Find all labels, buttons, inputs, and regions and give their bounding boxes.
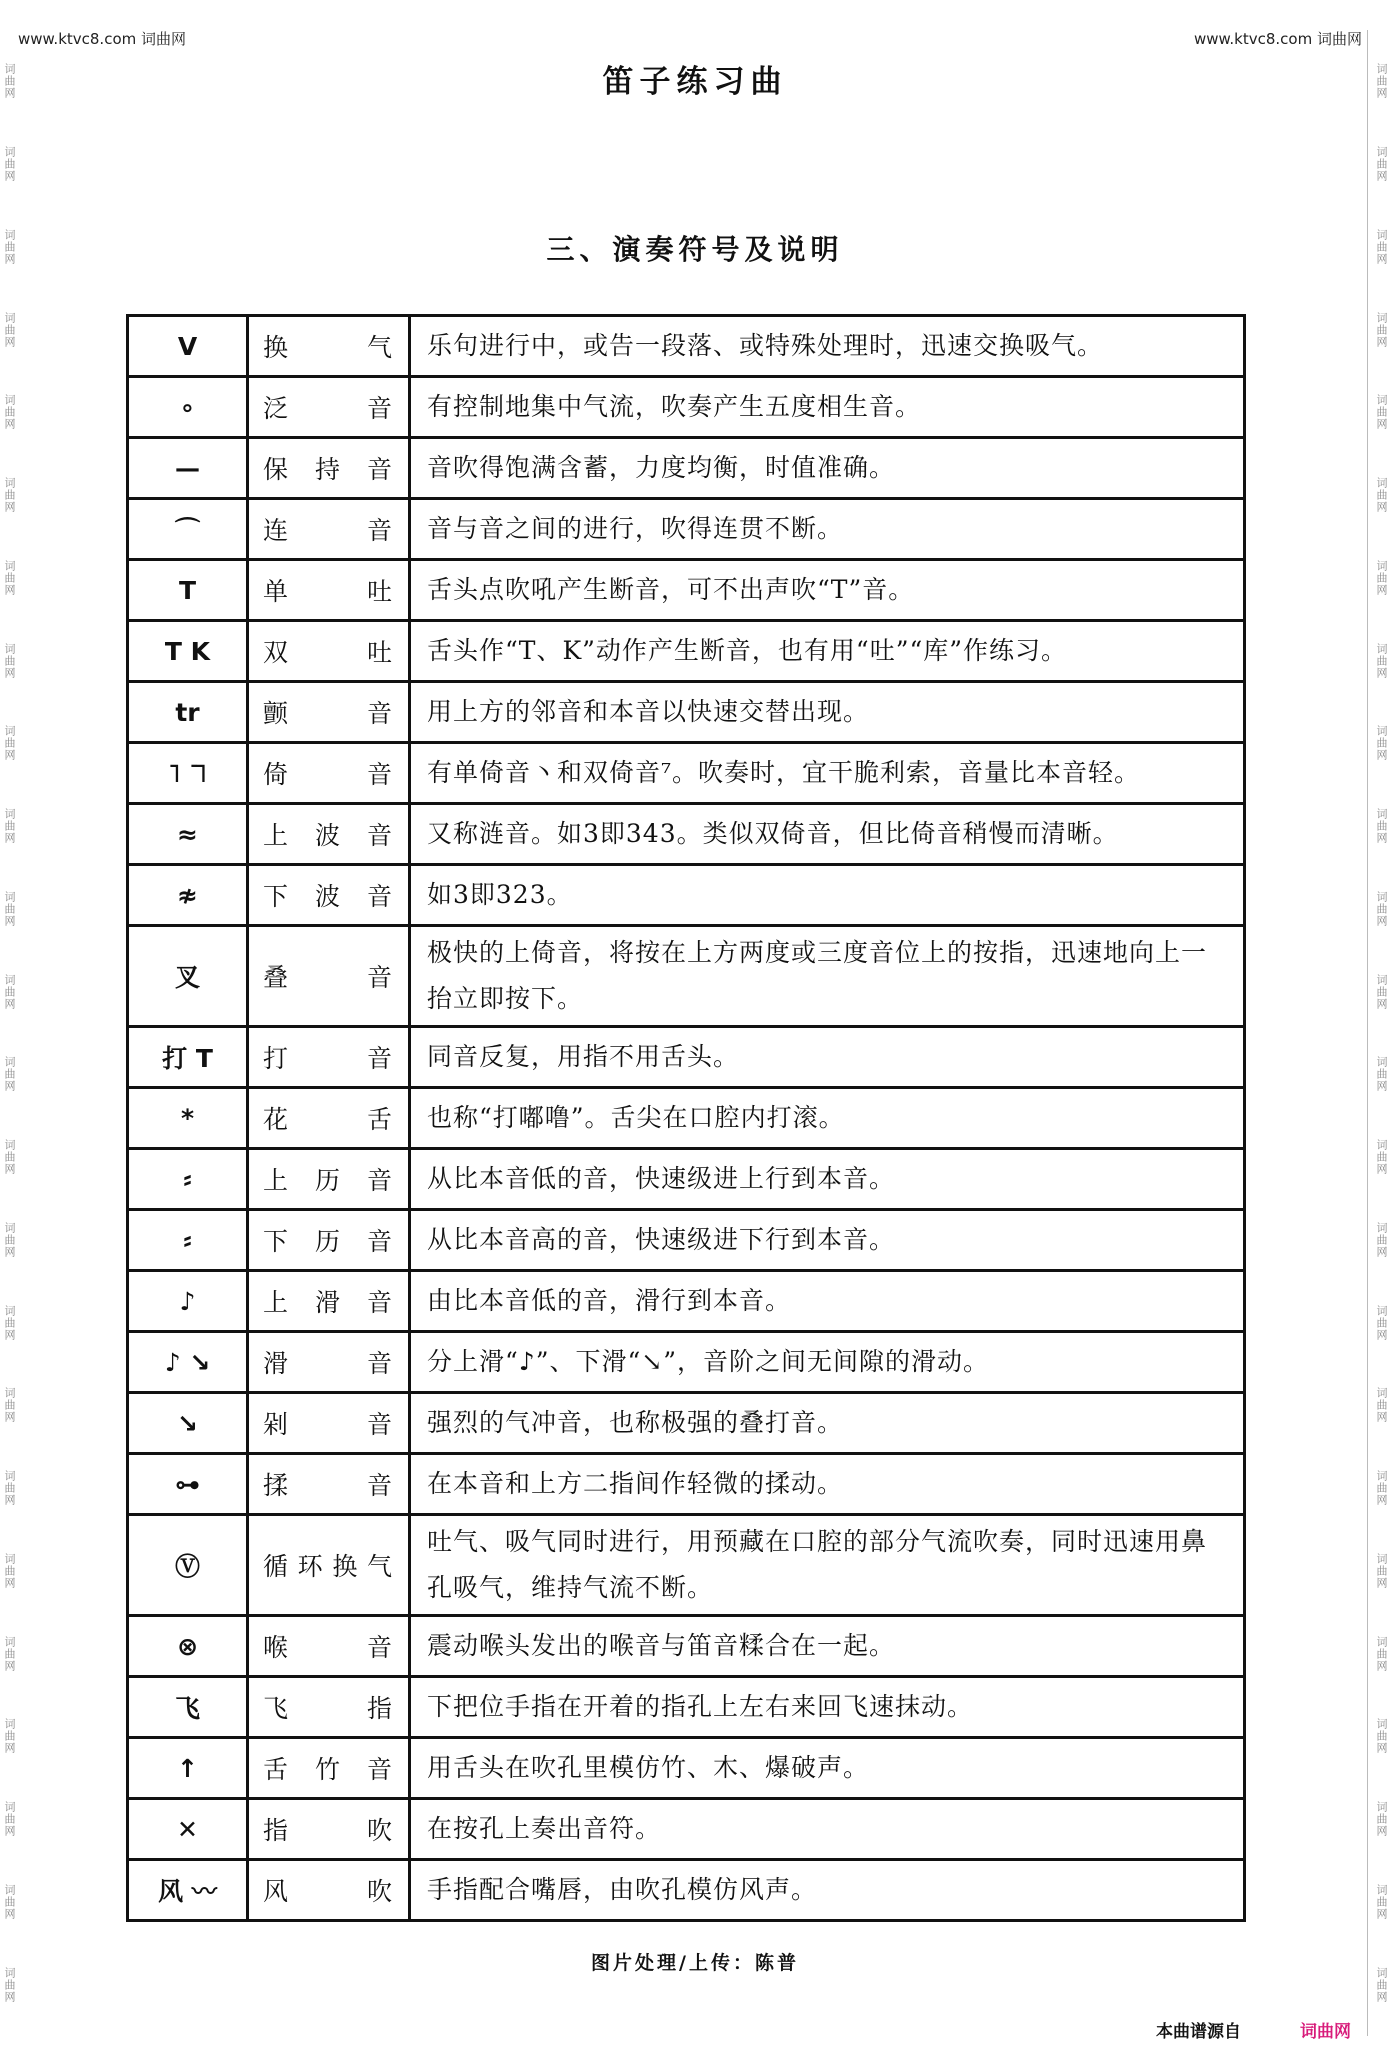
description-cell: 强烈的气冲音，也称极强的叠打音。 xyxy=(410,1393,1245,1454)
watermark-text: 词曲网 xyxy=(1375,1966,1389,2003)
description-cell: 乐句进行中，或告一段落、或特殊处理时，迅速交换吸气。 xyxy=(410,316,1245,377)
symbol-cell: 风 〰 xyxy=(128,1860,248,1921)
watermark-text: 词曲网 xyxy=(1375,1056,1389,1093)
watermark-text: 词曲网 xyxy=(1375,1801,1389,1838)
description-cell: 用上方的邻音和本音以快速交替出现。 xyxy=(410,682,1245,743)
table-row xyxy=(128,1738,1245,1799)
table-row xyxy=(128,1393,1245,1454)
header-url-left: www.ktvc8.com 词曲网 xyxy=(18,30,187,48)
technique-name: 舌 竹 音 xyxy=(263,1755,394,1784)
watermark-strip-right xyxy=(1372,40,1390,2026)
watermark-text: 词曲网 xyxy=(3,1883,17,1920)
description-cell: 音与音之间的进行，吹得连贯不断。 xyxy=(410,499,1245,560)
name-cell xyxy=(248,1149,410,1210)
watermark-strip-left xyxy=(0,40,18,2026)
description-cell: 舌头点吹吼产生断音，可不出声吹“T”音。 xyxy=(410,560,1245,621)
technique-name: 滑 音 xyxy=(263,1349,394,1378)
watermark-text: 词曲网 xyxy=(3,890,17,927)
watermark-text: 词曲网 xyxy=(1375,1552,1389,1589)
name-cell xyxy=(248,499,410,560)
watermark-text: 词曲网 xyxy=(3,725,17,762)
watermark-text: 词曲网 xyxy=(3,1552,17,1589)
watermark-text: 词曲网 xyxy=(1375,1635,1389,1672)
symbol-cell: ♪ ↘ xyxy=(128,1332,248,1393)
watermark-text: 词曲网 xyxy=(1375,1304,1389,1341)
page-title: 笛子练习曲 xyxy=(602,64,788,100)
technique-name: 揉 音 xyxy=(263,1471,394,1500)
watermark-text: 词曲网 xyxy=(1375,477,1389,514)
technique-name: 保 持 音 xyxy=(263,455,394,484)
name-cell xyxy=(248,1027,410,1088)
watermark-text: 词曲网 xyxy=(3,642,17,679)
table-row xyxy=(128,1210,1245,1271)
name-cell xyxy=(248,1332,410,1393)
watermark-text: 词曲网 xyxy=(3,1470,17,1507)
symbol-cell: * xyxy=(128,1088,248,1149)
description-cell: 有控制地集中气流，吹奏产生五度相生音。 xyxy=(410,377,1245,438)
header-url-right: www.ktvc8.com 词曲网 xyxy=(1193,30,1362,48)
watermark-text: 词曲网 xyxy=(1375,394,1389,431)
watermark-text: 词曲网 xyxy=(3,228,17,265)
name-cell xyxy=(248,1799,410,1860)
table-row xyxy=(128,682,1245,743)
description-cell: 吐气、吸气同时进行，用预藏在口腔的部分气流吹奏，同时迅速用鼻孔吸气，维持气流不断。 xyxy=(410,1515,1245,1616)
technique-name: 打 音 xyxy=(263,1044,394,1073)
technique-name: 倚 音 xyxy=(263,760,394,789)
table-row xyxy=(128,804,1245,865)
watermark-text: 词曲网 xyxy=(3,146,17,183)
watermark-text: 词曲网 xyxy=(3,1221,17,1258)
symbol-cell: ✕ xyxy=(128,1799,248,1860)
watermark-text: 词曲网 xyxy=(3,311,17,348)
watermark-text: 词曲网 xyxy=(1375,808,1389,845)
description-cell: 同音反复，用指不用舌头。 xyxy=(410,1027,1245,1088)
watermark-text: 词曲网 xyxy=(1375,642,1389,679)
technique-name: 飞 指 xyxy=(263,1694,394,1723)
watermark-text: 词曲网 xyxy=(3,477,17,514)
table-row xyxy=(128,1677,1245,1738)
description-cell: 从比本音低的音，快速级进上行到本音。 xyxy=(410,1149,1245,1210)
table-row xyxy=(128,1149,1245,1210)
symbol-cell: ⊶ xyxy=(128,1454,248,1515)
source-label: 本曲谱源自 xyxy=(1156,2022,1241,2042)
symbols-table xyxy=(126,314,1246,1922)
watermark-text: 词曲网 xyxy=(1375,890,1389,927)
name-cell xyxy=(248,1271,410,1332)
symbol-cell: ↘ xyxy=(128,1393,248,1454)
table-row xyxy=(128,1799,1245,1860)
watermark-text: 词曲网 xyxy=(1375,725,1389,762)
table-row xyxy=(128,1332,1245,1393)
watermark-text: 词曲网 xyxy=(3,394,17,431)
table-row xyxy=(128,621,1245,682)
technique-name: 双 吐 xyxy=(263,638,394,667)
description-cell: 有单倚音丶和双倚音⁷。吹奏时，宜干脆利索，音量比本音轻。 xyxy=(410,743,1245,804)
name-cell xyxy=(248,1515,410,1616)
name-cell xyxy=(248,1738,410,1799)
watermark-text: 词曲网 xyxy=(3,1718,17,1755)
symbol-cell: V xyxy=(128,316,248,377)
watermark-text: 词曲网 xyxy=(1375,228,1389,265)
symbol-cell: tr xyxy=(128,682,248,743)
symbol-cell: ⌒ xyxy=(128,499,248,560)
table-row xyxy=(128,316,1245,377)
description-cell: 手指配合嘴唇，由吹孔模仿风声。 xyxy=(410,1860,1245,1921)
watermark-text: 词曲网 xyxy=(1375,311,1389,348)
name-cell xyxy=(248,377,410,438)
technique-name: 指 吹 xyxy=(263,1816,394,1845)
name-cell xyxy=(248,1393,410,1454)
brand-link[interactable]: 词曲网 xyxy=(1300,2022,1351,2042)
watermark-text: 词曲网 xyxy=(3,973,17,1010)
symbol-cell: ˥ ˥˥ xyxy=(128,743,248,804)
description-cell: 在本音和上方二指间作轻微的揉动。 xyxy=(410,1454,1245,1515)
name-cell xyxy=(248,1454,410,1515)
symbol-cell: 飞 xyxy=(128,1677,248,1738)
table-row xyxy=(128,926,1245,1027)
watermark-text: 词曲网 xyxy=(1375,973,1389,1010)
watermark-text: 词曲网 xyxy=(3,1056,17,1093)
table-row xyxy=(128,438,1245,499)
watermark-text: 词曲网 xyxy=(1375,1883,1389,1920)
technique-name: 剁 音 xyxy=(263,1410,394,1439)
technique-name: 上 历 音 xyxy=(263,1166,394,1195)
technique-name: 泛 音 xyxy=(263,394,394,423)
symbol-cell: ↑ xyxy=(128,1738,248,1799)
watermark-text: 词曲网 xyxy=(3,1304,17,1341)
watermark-text: 词曲网 xyxy=(1375,559,1389,596)
description-cell: 下把位手指在开着的指孔上左右来回飞速抹动。 xyxy=(410,1677,1245,1738)
name-cell xyxy=(248,682,410,743)
watermark-text: 词曲网 xyxy=(3,63,17,100)
technique-name: 风 吹 xyxy=(263,1877,394,1906)
technique-name: 连 音 xyxy=(263,516,394,545)
name-cell xyxy=(248,743,410,804)
table-row xyxy=(128,743,1245,804)
description-cell: 在按孔上奏出音符。 xyxy=(410,1799,1245,1860)
watermark-text: 词曲网 xyxy=(1375,1221,1389,1258)
technique-name: 颤 音 xyxy=(263,699,394,728)
watermark-text: 词曲网 xyxy=(3,1139,17,1176)
name-cell xyxy=(248,316,410,377)
watermark-text: 词曲网 xyxy=(1375,1718,1389,1755)
name-cell xyxy=(248,1860,410,1921)
name-cell xyxy=(248,1210,410,1271)
name-cell xyxy=(248,438,410,499)
description-cell: 震动喉头发出的喉音与笛音糅合在一起。 xyxy=(410,1616,1245,1677)
description-cell: 音吹得饱满含蓄，力度均衡，时值准确。 xyxy=(410,438,1245,499)
description-cell: 分上滑“♪”、下滑“↘”，音阶之间无间隙的滑动。 xyxy=(410,1332,1245,1393)
technique-name: 上 波 音 xyxy=(263,821,394,850)
table-row xyxy=(128,1027,1245,1088)
technique-name: 上 滑 音 xyxy=(263,1288,394,1317)
symbol-cell: ♪ xyxy=(128,1271,248,1332)
table-row xyxy=(128,499,1245,560)
table-row xyxy=(128,1271,1245,1332)
watermark-text: 词曲网 xyxy=(3,1635,17,1672)
table-row xyxy=(128,1454,1245,1515)
symbol-cell: — xyxy=(128,438,248,499)
technique-name: 喉 音 xyxy=(263,1633,394,1662)
description-cell: 用舌头在吹孔里模仿竹、木、爆破声。 xyxy=(410,1738,1245,1799)
watermark-text: 词曲网 xyxy=(3,1801,17,1838)
name-cell xyxy=(248,560,410,621)
watermark-text: 词曲网 xyxy=(3,808,17,845)
symbol-cell: ⊗ xyxy=(128,1616,248,1677)
name-cell xyxy=(248,621,410,682)
table-row xyxy=(128,377,1245,438)
technique-name: 单 吐 xyxy=(263,577,394,606)
watermark-text: 词曲网 xyxy=(1375,1470,1389,1507)
watermark-text: 词曲网 xyxy=(1375,146,1389,183)
symbol-cell: ∘ xyxy=(128,377,248,438)
page-edge-rule xyxy=(1367,30,1368,2036)
symbol-cell: T xyxy=(128,560,248,621)
name-cell xyxy=(248,865,410,926)
description-cell: 极快的上倚音，将按在上方两度或三度音位上的按指，迅速地向上一抬立即按下。 xyxy=(410,926,1245,1027)
technique-name: 叠 音 xyxy=(263,963,394,992)
table-row xyxy=(128,1515,1245,1616)
description-cell: 又称涟音。如3即343。类似双倚音，但比倚音稍慢而清晰。 xyxy=(410,804,1245,865)
technique-name: 换 气 xyxy=(263,333,394,362)
technique-name: 花 舌 xyxy=(263,1105,394,1134)
symbol-cell: Ⓥ xyxy=(128,1515,248,1616)
table-row xyxy=(128,1616,1245,1677)
table-row xyxy=(128,560,1245,621)
description-cell: 从比本音高的音，快速级进下行到本音。 xyxy=(410,1210,1245,1271)
table-row xyxy=(128,1860,1245,1921)
watermark-text: 词曲网 xyxy=(3,1966,17,2003)
technique-name: 下 波 音 xyxy=(263,882,394,911)
watermark-text: 词曲网 xyxy=(1375,1387,1389,1424)
watermark-text: 词曲网 xyxy=(3,1387,17,1424)
description-cell: 如3即323。 xyxy=(410,865,1245,926)
symbol-cell: T K xyxy=(128,621,248,682)
table-row xyxy=(128,865,1245,926)
description-cell: 由比本音低的音，滑行到本音。 xyxy=(410,1271,1245,1332)
name-cell xyxy=(248,1677,410,1738)
symbol-cell: ⸗ xyxy=(128,1210,248,1271)
technique-name: 下 历 音 xyxy=(263,1227,394,1256)
symbol-cell: 打 T xyxy=(128,1027,248,1088)
name-cell xyxy=(248,1616,410,1677)
technique-name: 循 环 换 气 xyxy=(263,1552,394,1581)
watermark-text: 词曲网 xyxy=(1375,63,1389,100)
watermark-text: 词曲网 xyxy=(3,559,17,596)
upload-credit: 图片处理/上传：陈普 xyxy=(591,1952,799,1974)
section-title: 三、演奏符号及说明 xyxy=(546,233,844,266)
symbol-cell: ≈ xyxy=(128,804,248,865)
symbol-cell: ⸗ xyxy=(128,1149,248,1210)
symbol-cell: ≉ xyxy=(128,865,248,926)
description-cell: 也称“打嘟噜”。舌尖在口腔内打滚。 xyxy=(410,1088,1245,1149)
table-row xyxy=(128,1088,1245,1149)
description-cell: 舌头作“T、K”动作产生断音，也有用“吐”“库”作练习。 xyxy=(410,621,1245,682)
name-cell xyxy=(248,804,410,865)
symbol-cell: 叉 xyxy=(128,926,248,1027)
name-cell xyxy=(248,1088,410,1149)
watermark-text: 词曲网 xyxy=(1375,1139,1389,1176)
name-cell xyxy=(248,926,410,1027)
